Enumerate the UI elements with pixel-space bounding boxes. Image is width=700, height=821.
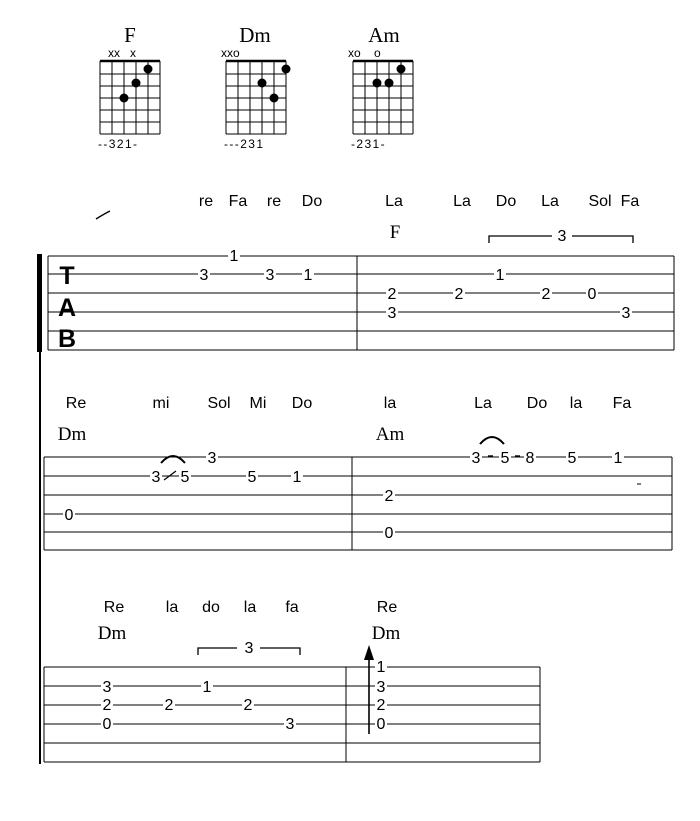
fret-number: 1: [303, 267, 313, 284]
lyric-syllable: Fa: [620, 193, 640, 210]
tuplet-number: 3: [244, 640, 254, 657]
tab-staff: [44, 667, 540, 762]
system-1: [37, 193, 674, 353]
chord-diagram-dm: [221, 23, 291, 151]
chord-top-marks: xxo: [221, 46, 240, 60]
fret-number: 3: [471, 450, 481, 467]
svg-text:B: B: [57, 325, 77, 353]
lyric-syllable: Do: [291, 395, 313, 412]
fret-number: 1: [229, 248, 239, 265]
finger-dot: [270, 94, 279, 103]
fret-number: 0: [376, 716, 386, 733]
chord-diagram-name: Dm: [239, 23, 271, 47]
lyric-syllable: Fa: [612, 395, 632, 412]
fret-number: 1: [202, 679, 212, 696]
fret-number: 1: [292, 469, 302, 486]
lyric-syllable: Fa: [228, 193, 248, 210]
fret-number: 3: [387, 305, 397, 322]
fret-number: 3: [621, 305, 631, 322]
fret-number: 8: [525, 450, 535, 467]
lyric-syllable: La: [385, 193, 403, 210]
system-2: [44, 395, 672, 550]
fret-number: 5: [500, 450, 510, 467]
chord-fingering: ---231: [224, 137, 265, 151]
tuplet-bracket: [489, 228, 633, 245]
fret-number: 2: [387, 286, 397, 303]
chord-name: F: [389, 222, 401, 243]
tab-staff: [48, 256, 674, 350]
lyric-syllable: Sol: [588, 193, 612, 210]
finger-dot: [120, 94, 129, 103]
lyric-syllable: Re: [376, 599, 398, 616]
chord-name: Am: [375, 424, 405, 445]
chord-fingering: -231-: [351, 137, 387, 151]
fret-number: 2: [541, 286, 551, 303]
fret-number: 2: [384, 488, 394, 505]
lyric-syllable: la: [383, 395, 397, 412]
fret-number: 1: [376, 659, 386, 676]
fret-number: 3: [151, 469, 161, 486]
fret-number: 3: [199, 267, 209, 284]
lyric-syllable: fa: [285, 599, 299, 616]
finger-dot: [385, 79, 394, 88]
tab-clef: [58, 262, 76, 353]
finger-dot: [258, 79, 267, 88]
lyric-syllable: La: [474, 395, 492, 412]
tuplet-bracket: [198, 640, 300, 657]
slur-mark: [96, 211, 110, 219]
lyric-syllable: Do: [495, 193, 517, 210]
chord-name: Dm: [97, 623, 127, 644]
finger-dot: [132, 79, 141, 88]
fret-number: 2: [454, 286, 464, 303]
chord-diagram-f: [98, 23, 160, 151]
fret-number: 5: [247, 469, 257, 486]
system-brace: [37, 254, 42, 352]
chord-diagram-name: F: [124, 23, 136, 47]
fret-number: 5: [567, 450, 577, 467]
lyric-syllable: do: [202, 599, 220, 616]
lyric-syllable: re: [198, 193, 214, 210]
finger-dot: [282, 65, 291, 74]
fret-number: 2: [376, 697, 386, 714]
chord-diagram-am: [348, 23, 413, 151]
lyric-syllable: Sol: [207, 395, 231, 412]
system-3: [44, 599, 540, 762]
fret-number: 3: [102, 679, 112, 696]
lyric-syllable: la: [243, 599, 257, 616]
strum-up-arrow: [364, 645, 374, 734]
fret-number: 0: [384, 525, 394, 542]
lyric-syllable: la: [569, 395, 583, 412]
finger-dot: [373, 79, 382, 88]
svg-text:T: T: [59, 262, 75, 290]
lyric-syllable: mi: [152, 395, 170, 412]
chord-top-marks: xo o: [348, 46, 381, 60]
svg-text:A: A: [57, 294, 77, 322]
finger-dot: [397, 65, 406, 74]
fret-number: 3: [207, 450, 217, 467]
fret-number: 0: [587, 286, 597, 303]
lyric-syllable: Mi: [249, 395, 267, 412]
lyric-syllable: La: [541, 193, 559, 210]
lyric-syllable: Do: [526, 395, 548, 412]
lyric-syllable: Re: [103, 599, 125, 616]
lyric-syllable: Re: [65, 395, 87, 412]
chord-fingering: --321-: [98, 137, 139, 151]
fret-number: 2: [164, 697, 174, 714]
fret-number: 1: [495, 267, 505, 284]
fret-number: 2: [102, 697, 112, 714]
lyric-syllable: Do: [301, 193, 323, 210]
fret-number: 1: [613, 450, 623, 467]
lyric-syllable: La: [453, 193, 471, 210]
chord-diagram-name: Am: [368, 23, 400, 47]
lyric-syllable: re: [266, 193, 282, 210]
tuplet-number: 3: [557, 228, 567, 245]
chord-top-marks: xx x: [108, 46, 137, 60]
slur-arc: [480, 437, 504, 444]
fret-number: 2: [243, 697, 253, 714]
chord-name: Dm: [371, 623, 401, 644]
fret-number: 3: [376, 679, 386, 696]
chord-name: Dm: [57, 424, 87, 445]
fret-number: 0: [102, 716, 112, 733]
fret-number: 3: [285, 716, 295, 733]
fret-number: 0: [64, 507, 74, 524]
lyric-syllable: la: [165, 599, 179, 616]
finger-dot: [144, 65, 153, 74]
fret-number: 5: [180, 469, 190, 486]
fret-number: 3: [265, 267, 275, 284]
tab-staff: [44, 457, 672, 550]
